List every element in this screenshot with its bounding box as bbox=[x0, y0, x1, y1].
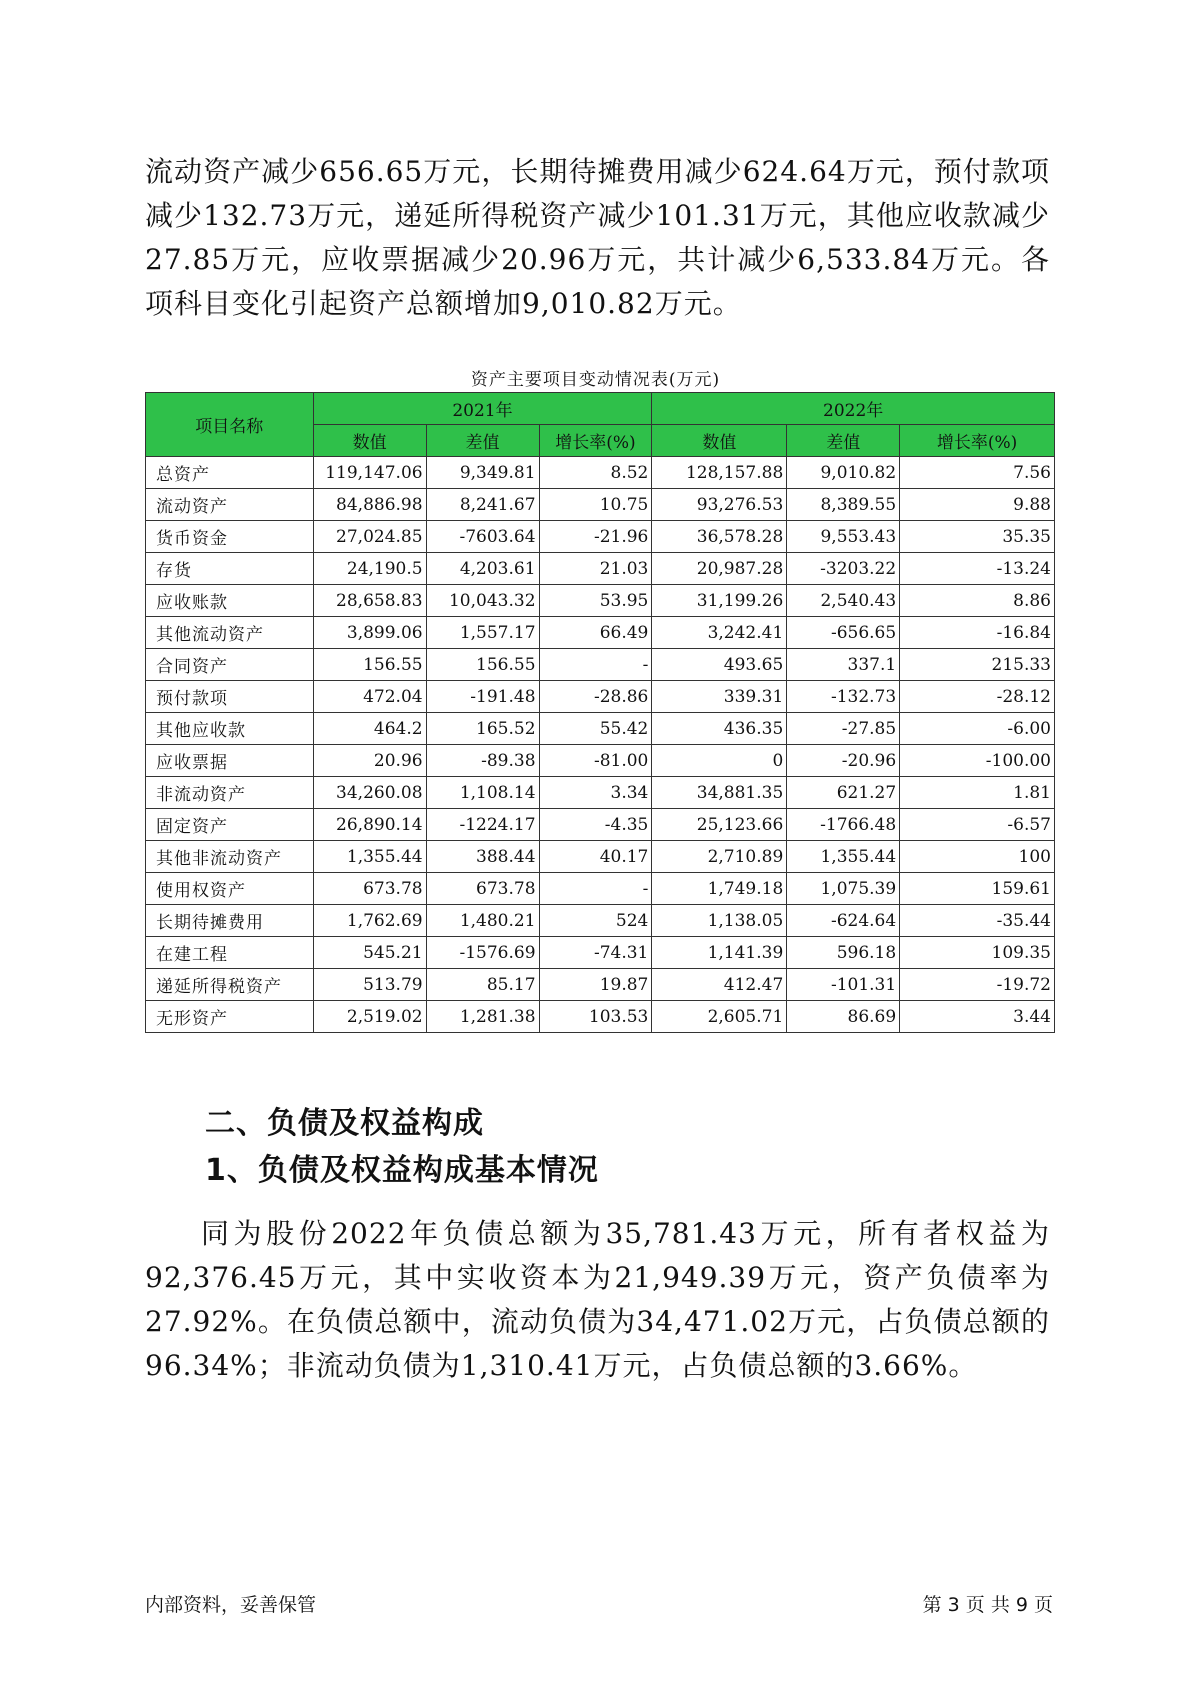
table-cell: 8,389.55 bbox=[787, 489, 900, 521]
asset-change-table bbox=[145, 392, 1055, 1033]
table-cell: -6.00 bbox=[900, 713, 1055, 745]
table-cell: -6.57 bbox=[900, 809, 1055, 841]
table-cell: 10.75 bbox=[539, 489, 652, 521]
table-cell: 24,190.5 bbox=[313, 553, 426, 585]
table-cell: 412.47 bbox=[652, 969, 787, 1001]
table-cell: 159.61 bbox=[900, 873, 1055, 905]
table-cell: -19.72 bbox=[900, 969, 1055, 1001]
body-paragraph-1 bbox=[145, 150, 1050, 326]
table-cell: 1,480.21 bbox=[426, 905, 539, 937]
table-cell: 20.96 bbox=[313, 745, 426, 777]
table-cell: -74.31 bbox=[539, 937, 652, 969]
table-cell: 25,123.66 bbox=[652, 809, 787, 841]
row-label: 其他应收款 bbox=[146, 713, 314, 745]
table-cell: 27,024.85 bbox=[313, 521, 426, 553]
row-label: 非流动资产 bbox=[146, 777, 314, 809]
table-row bbox=[146, 585, 1055, 617]
table-cell: 524 bbox=[539, 905, 652, 937]
header-year-2021: 2021年 bbox=[313, 393, 652, 425]
table-row bbox=[146, 841, 1055, 873]
table-row bbox=[146, 745, 1055, 777]
footer-page-number: 第 3 页 共 9 页 bbox=[922, 1594, 1053, 1616]
table-cell: 673.78 bbox=[313, 873, 426, 905]
table-cell: 621.27 bbox=[787, 777, 900, 809]
row-label: 应收票据 bbox=[146, 745, 314, 777]
table-cell: 9,553.43 bbox=[787, 521, 900, 553]
table-cell: 100 bbox=[900, 841, 1055, 873]
table-body bbox=[146, 457, 1055, 1033]
table-cell: 8.52 bbox=[539, 457, 652, 489]
table-cell: 2,519.02 bbox=[313, 1001, 426, 1033]
row-label: 使用权资产 bbox=[146, 873, 314, 905]
table-row bbox=[146, 649, 1055, 681]
table-cell: 388.44 bbox=[426, 841, 539, 873]
table-row bbox=[146, 809, 1055, 841]
table-cell: 1,355.44 bbox=[787, 841, 900, 873]
table-cell: 493.65 bbox=[652, 649, 787, 681]
table-row bbox=[146, 489, 1055, 521]
table-cell: 464.2 bbox=[313, 713, 426, 745]
table-row bbox=[146, 457, 1055, 489]
section-heading: 二、负债及权益构成 bbox=[205, 1106, 484, 1141]
table-cell: -1576.69 bbox=[426, 937, 539, 969]
table-cell: 1,138.05 bbox=[652, 905, 787, 937]
table-cell: -1766.48 bbox=[787, 809, 900, 841]
table-cell: 34,881.35 bbox=[652, 777, 787, 809]
table-cell: 3.34 bbox=[539, 777, 652, 809]
table-cell: 66.49 bbox=[539, 617, 652, 649]
table-cell: 3.44 bbox=[900, 1001, 1055, 1033]
header-item-name: 项目名称 bbox=[146, 393, 314, 457]
subheader-value: 数值 bbox=[313, 425, 426, 457]
table-cell: 1,141.39 bbox=[652, 937, 787, 969]
table-row bbox=[146, 521, 1055, 553]
table-cell: -13.24 bbox=[900, 553, 1055, 585]
table-cell: -132.73 bbox=[787, 681, 900, 713]
table-cell: 0 bbox=[652, 745, 787, 777]
row-label: 货币资金 bbox=[146, 521, 314, 553]
row-label: 无形资产 bbox=[146, 1001, 314, 1033]
table-cell: 103.53 bbox=[539, 1001, 652, 1033]
subheader-value: 数值 bbox=[652, 425, 787, 457]
table-cell: -3203.22 bbox=[787, 553, 900, 585]
table-cell: 337.1 bbox=[787, 649, 900, 681]
table-cell: 34,260.08 bbox=[313, 777, 426, 809]
table-cell: 3,242.41 bbox=[652, 617, 787, 649]
table-cell: 53.95 bbox=[539, 585, 652, 617]
table-cell: 472.04 bbox=[313, 681, 426, 713]
footer-confidential-note: 内部资料，妥善保管 bbox=[145, 1594, 317, 1616]
table-cell: 21.03 bbox=[539, 553, 652, 585]
table-cell: 8,241.67 bbox=[426, 489, 539, 521]
table-cell: 35.35 bbox=[900, 521, 1055, 553]
table-cell: 1.81 bbox=[900, 777, 1055, 809]
table-cell: - bbox=[539, 873, 652, 905]
row-label: 在建工程 bbox=[146, 937, 314, 969]
table-row bbox=[146, 617, 1055, 649]
row-label: 预付款项 bbox=[146, 681, 314, 713]
table-row bbox=[146, 1001, 1055, 1033]
table-row bbox=[146, 969, 1055, 1001]
table-caption: 资产主要项目变动情况表(万元) bbox=[470, 370, 721, 390]
table-cell: 4,203.61 bbox=[426, 553, 539, 585]
table-cell: -35.44 bbox=[900, 905, 1055, 937]
body-paragraph-2 bbox=[145, 1212, 1050, 1388]
row-label: 其他流动资产 bbox=[146, 617, 314, 649]
table-cell: 26,890.14 bbox=[313, 809, 426, 841]
paragraph-text: 流动资产减少656.65万元，长期待摊费用减少624.64万元，预付款项减少132.73万元，递延所得税资产减少101.31万元，其他应收款减少27.85万元，应收票据减少20.96万元，共计减少6,533.84万元。各项科目变化引起资产总额增加9,010.82万元。 bbox=[145, 155, 1050, 320]
table-cell: -4.35 bbox=[539, 809, 652, 841]
table-row bbox=[146, 905, 1055, 937]
subheader-growth: 增长率(%) bbox=[539, 425, 652, 457]
table-cell: -1224.17 bbox=[426, 809, 539, 841]
table-cell: 215.33 bbox=[900, 649, 1055, 681]
table-cell: 9.88 bbox=[900, 489, 1055, 521]
table-cell: 9,349.81 bbox=[426, 457, 539, 489]
table-cell: 1,749.18 bbox=[652, 873, 787, 905]
table-cell: - bbox=[539, 649, 652, 681]
table-cell: -89.38 bbox=[426, 745, 539, 777]
table-cell: 2,710.89 bbox=[652, 841, 787, 873]
table-cell: 10,043.32 bbox=[426, 585, 539, 617]
table-cell: -101.31 bbox=[787, 969, 900, 1001]
table-cell: 339.31 bbox=[652, 681, 787, 713]
table-cell: 9,010.82 bbox=[787, 457, 900, 489]
table-cell: 2,540.43 bbox=[787, 585, 900, 617]
table-cell: 84,886.98 bbox=[313, 489, 426, 521]
row-label: 固定资产 bbox=[146, 809, 314, 841]
table-row bbox=[146, 873, 1055, 905]
table-row bbox=[146, 713, 1055, 745]
row-label: 存货 bbox=[146, 553, 314, 585]
table-cell: -100.00 bbox=[900, 745, 1055, 777]
row-label: 流动资产 bbox=[146, 489, 314, 521]
table-cell: -20.96 bbox=[787, 745, 900, 777]
row-label: 总资产 bbox=[146, 457, 314, 489]
table-cell: 36,578.28 bbox=[652, 521, 787, 553]
paragraph-text: 同为股份2022年负债总额为35,781.43万元，所有者权益为92,376.45万元，其中实收资本为21,949.39万元，资产负债率为27.92%。在负债总额中，流动负债为34,471.02万元，占负债总额的96.34%；非流动负债为1,310.41万元，占负债总额的3.66%。 bbox=[145, 1217, 1050, 1382]
row-label: 其他非流动资产 bbox=[146, 841, 314, 873]
table-cell: -656.65 bbox=[787, 617, 900, 649]
row-label: 应收账款 bbox=[146, 585, 314, 617]
table-cell: 165.52 bbox=[426, 713, 539, 745]
table-cell: -81.00 bbox=[539, 745, 652, 777]
table-cell: 156.55 bbox=[426, 649, 539, 681]
table-cell: 1,075.39 bbox=[787, 873, 900, 905]
table-cell: 1,557.17 bbox=[426, 617, 539, 649]
table-row bbox=[146, 937, 1055, 969]
table-cell: 156.55 bbox=[313, 649, 426, 681]
table-cell: -27.85 bbox=[787, 713, 900, 745]
subheader-diff: 差值 bbox=[426, 425, 539, 457]
table-cell: 436.35 bbox=[652, 713, 787, 745]
table-cell: -191.48 bbox=[426, 681, 539, 713]
table-cell: 128,157.88 bbox=[652, 457, 787, 489]
subsection-heading: 1、负债及权益构成基本情况 bbox=[205, 1153, 599, 1188]
table-cell: 545.21 bbox=[313, 937, 426, 969]
table-cell: 109.35 bbox=[900, 937, 1055, 969]
row-label: 递延所得税资产 bbox=[146, 969, 314, 1001]
table-cell: -21.96 bbox=[539, 521, 652, 553]
table-cell: 28,658.83 bbox=[313, 585, 426, 617]
subheader-growth: 增长率(%) bbox=[900, 425, 1055, 457]
table-cell: -28.86 bbox=[539, 681, 652, 713]
table-cell: 119,147.06 bbox=[313, 457, 426, 489]
table-cell: -16.84 bbox=[900, 617, 1055, 649]
table-cell: 1,355.44 bbox=[313, 841, 426, 873]
header-year-2022: 2022年 bbox=[652, 393, 1055, 425]
table-cell: 93,276.53 bbox=[652, 489, 787, 521]
table-cell: 20,987.28 bbox=[652, 553, 787, 585]
table-cell: 85.17 bbox=[426, 969, 539, 1001]
table-cell: 3,899.06 bbox=[313, 617, 426, 649]
table-cell: 513.79 bbox=[313, 969, 426, 1001]
table-cell: -624.64 bbox=[787, 905, 900, 937]
table-cell: 1,762.69 bbox=[313, 905, 426, 937]
row-label: 长期待摊费用 bbox=[146, 905, 314, 937]
table-cell: 1,108.14 bbox=[426, 777, 539, 809]
table-cell: -28.12 bbox=[900, 681, 1055, 713]
table-cell: 40.17 bbox=[539, 841, 652, 873]
table-cell: 673.78 bbox=[426, 873, 539, 905]
table-row bbox=[146, 681, 1055, 713]
subheader-diff: 差值 bbox=[787, 425, 900, 457]
table-cell: 2,605.71 bbox=[652, 1001, 787, 1033]
table-cell: 55.42 bbox=[539, 713, 652, 745]
table-row bbox=[146, 553, 1055, 585]
table-row bbox=[146, 777, 1055, 809]
table-cell: 31,199.26 bbox=[652, 585, 787, 617]
row-label: 合同资产 bbox=[146, 649, 314, 681]
table-cell: 1,281.38 bbox=[426, 1001, 539, 1033]
table-cell: 596.18 bbox=[787, 937, 900, 969]
table-cell: 19.87 bbox=[539, 969, 652, 1001]
table-cell: 86.69 bbox=[787, 1001, 900, 1033]
table-cell: -7603.64 bbox=[426, 521, 539, 553]
table-cell: 7.56 bbox=[900, 457, 1055, 489]
table-cell: 8.86 bbox=[900, 585, 1055, 617]
